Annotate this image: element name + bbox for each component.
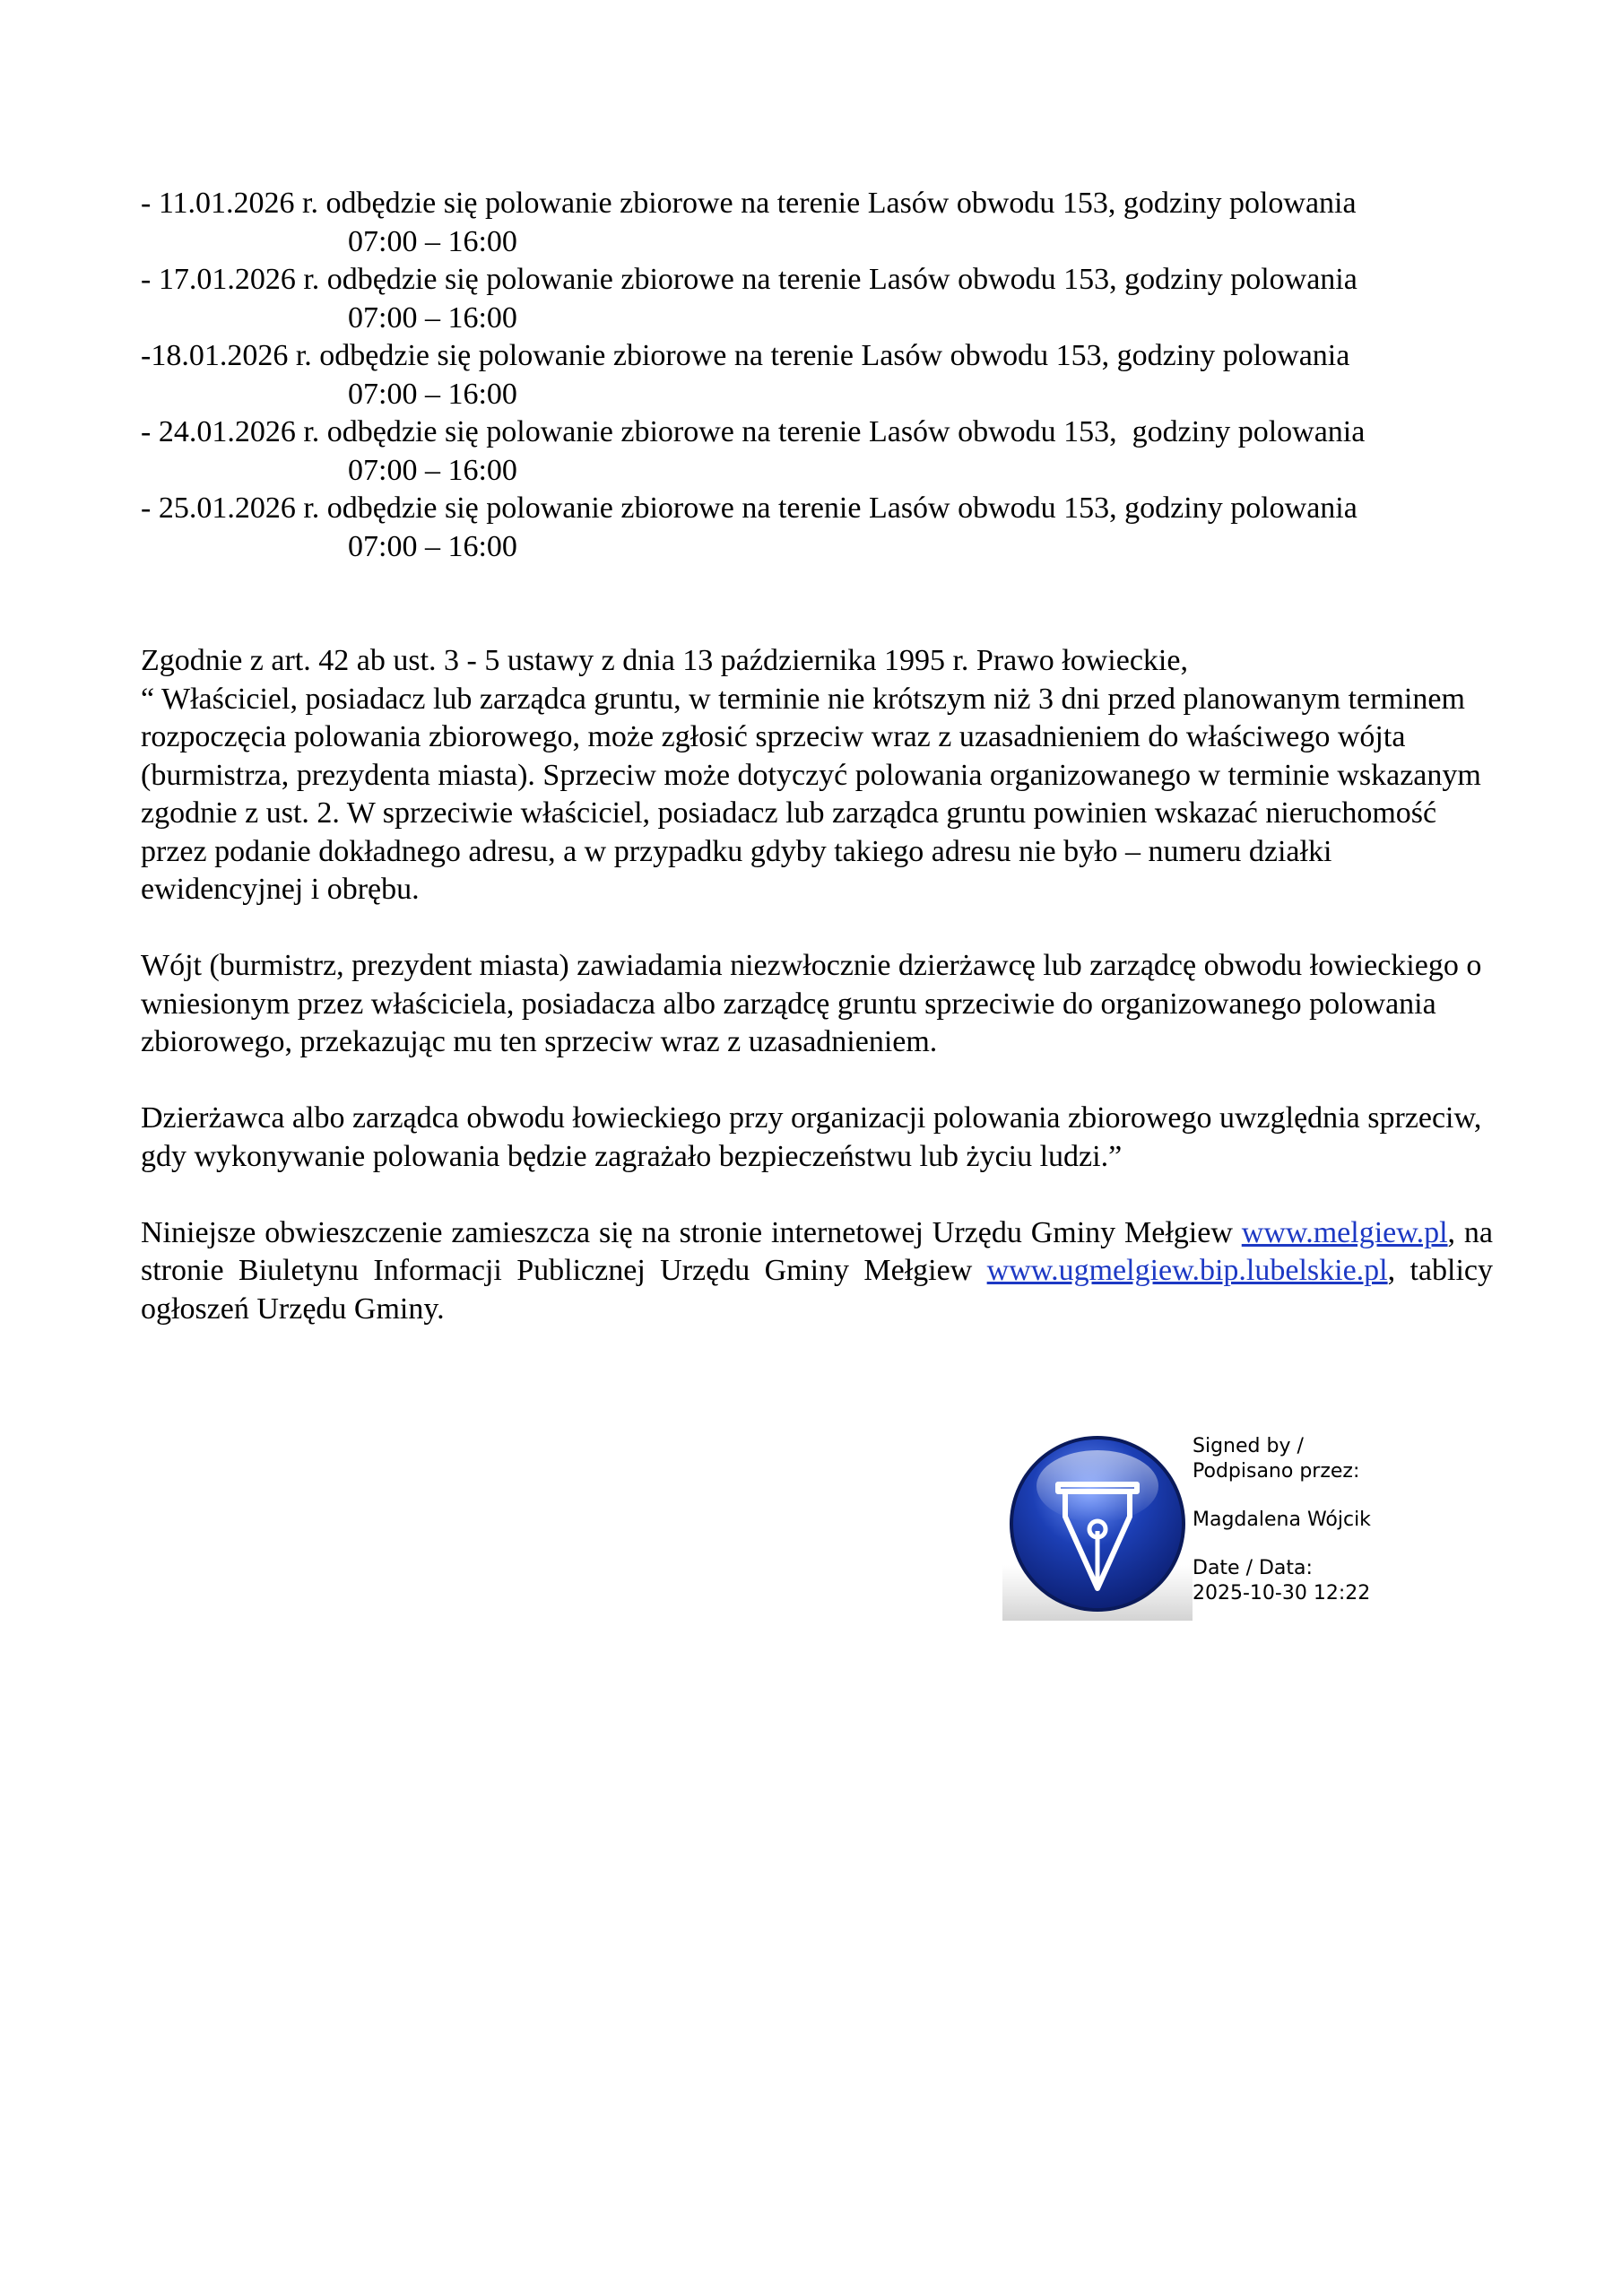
legal-paragraph-2: Wójt (burmistrz, prezydent miasta) zawiadamia niezwłocznie dzierżawcę lub zarządcę obwodu łowieckiego o wniesionym przez właściciela, posiadacza albo zarządcę gruntu sprzeciwie do organizowanego polowania zbiorowego, przekazując mu ten sprzeciw wraz z uzasadnieniem. <box>141 949 1482 1058</box>
signature-date: 2025-10-30 12:22 <box>1193 1582 1371 1605</box>
date-label: Date / Data: <box>1193 1557 1313 1579</box>
legal-quote-paragraph <box>141 642 1493 909</box>
schedule-item <box>141 261 1493 337</box>
schedule-hours: 07:00 – 16:00 <box>348 529 517 563</box>
schedule-hours: 07:00 – 16:00 <box>348 377 517 411</box>
publication-paragraph <box>141 1214 1493 1329</box>
hunt-schedule <box>141 185 1493 566</box>
melgiew-website-link[interactable]: www.melgiew.pl <box>1241 1215 1448 1249</box>
schedule-date-line: -18.01.2026 r. odbędzie się polowanie zbiorowe na terenie Lasów obwodu 153, godziny polowania <box>141 339 1350 372</box>
publication-text-1: Niniejsze obwieszczenie zamieszcza się na stronie internetowej Urzędu Gminy Mełgiew <box>141 1215 1242 1249</box>
legal-basis-section <box>141 642 1493 1328</box>
schedule-date-line: - 11.01.2026 r. odbędzie się polowanie zbiorowe na terenie Lasów obwodu 153, godziny polowania <box>141 187 1357 220</box>
signature-details <box>1193 1434 1371 1606</box>
schedule-hours: 07:00 – 16:00 <box>348 224 517 258</box>
schedule-item <box>141 413 1493 490</box>
bip-website-link[interactable]: www.ugmelgiew.bip.lubelskie.pl <box>986 1254 1388 1287</box>
publication-text-2: , na stronie Biuletynu Informacji Publicznej Urzędu Gminy Mełgiew <box>141 1215 1493 1287</box>
schedule-hours: 07:00 – 16:00 <box>348 300 517 335</box>
legal-paragraph-3: Dzierżawca albo zarządca obwodu łowieckiego przy organizacji polowania zbiorowego uwzględnia sprzeciw, gdy wykonywanie polowania będzie zagrażało bezpieczeństwu lub życiu ludzi.” <box>141 1101 1482 1173</box>
fountain-pen-nib-icon <box>1002 1431 1193 1621</box>
schedule-date-line: - 25.01.2026 r. odbędzie się polowanie zbiorowe na terenie Lasów obwodu 153, godziny polowania <box>141 491 1357 525</box>
legal-quote: “ Właściciel, posiadacz lub zarządca gruntu, w terminie nie krótszym niż 3 dni przed planowanym terminem rozpoczęcia polowania zbiorowego, może zgłosić sprzeciw wraz z uzasadnieniem do właściwego wójta (burmistrza, prezydenta miasta). Sprzeciw może dotyczyć polowania organizowanego w terminie wskazanym zgodnie z ust. 2. W sprzeciwie właściciel, posiadacz lub zarządca gruntu powinien wskazać nieruchomość przez podanie dokładnego adresu, a w przypadku gdyby takiego adresu nie było – numeru działki ewidencyjnej i obrębu. <box>141 682 1481 906</box>
schedule-date-line: - 17.01.2026 r. odbędzie się polowanie zbiorowe na terenie Lasów obwodu 153, godziny polowania <box>141 263 1357 296</box>
schedule-date-line: - 24.01.2026 r. odbędzie się polowanie zbiorowe na terenie Lasów obwodu 153, godziny polowania <box>141 415 1366 448</box>
schedule-item <box>141 490 1493 566</box>
signed-by-label: Signed by / <box>1193 1435 1304 1457</box>
electronic-signature <box>1002 1431 1469 1621</box>
schedule-hours: 07:00 – 16:00 <box>348 453 517 487</box>
legal-intro: Zgodnie z art. 42 ab ust. 3 - 5 ustawy z dnia 13 października 1995 r. Prawo łowieckie, <box>141 644 1188 677</box>
schedule-item <box>141 185 1493 261</box>
schedule-item <box>141 337 1493 413</box>
document-body <box>141 185 1493 1367</box>
publication-text-3: , tablicy ogłoszeń Urzędu Gminy. <box>141 1254 1494 1326</box>
signed-by-label-pl: Podpisano przez: <box>1193 1460 1360 1483</box>
signer-name: Magdalena Wójcik <box>1193 1509 1371 1531</box>
